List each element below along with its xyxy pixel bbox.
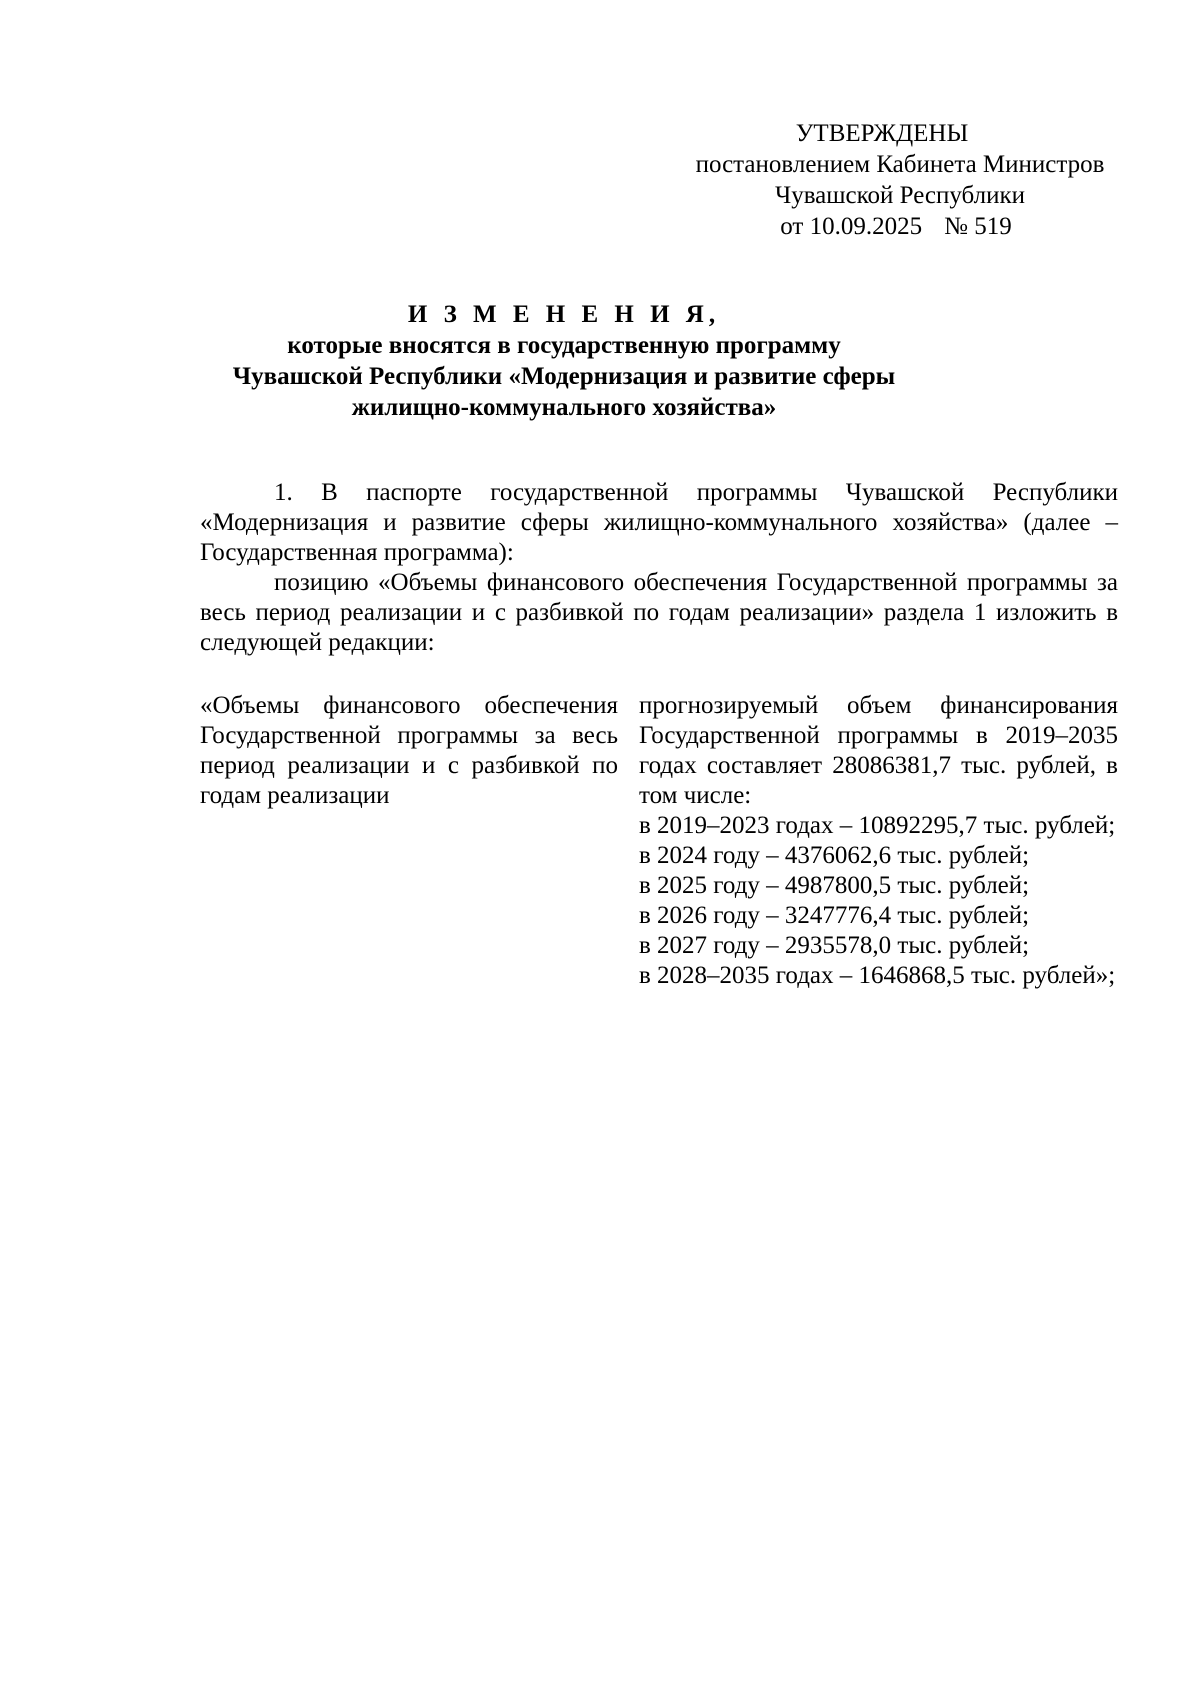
funding-item: в 2019–2023 годах – 10892295,7 тыс. рублей;	[639, 812, 1116, 839]
position-name: «Объемы финансового обеспечения Государственной программы за весь период реализации и с разбивкой по годам реализации	[200, 692, 618, 809]
funding-item: в 2027 году – 2935578,0 тыс. рублей;	[639, 932, 1030, 959]
body-text	[200, 478, 1118, 658]
title-line-3: жилищно-коммунального хозяйства»	[351, 394, 777, 421]
document-title	[200, 299, 928, 423]
paragraph-2: позицию «Объемы финансового обеспечения Государственной программы за весь период реализации и с разбивкой по годам реализации» раздела 1 изложить в следующей редакции:	[200, 569, 1118, 656]
title-line-1: которые вносятся в государственную программу	[287, 332, 841, 359]
approval-number: № 519	[944, 213, 1012, 240]
title-line-2: Чувашской Республики «Модернизация и развитие сферы	[232, 363, 896, 390]
approval-line-1: постановлением Кабинета Министров	[695, 151, 1105, 178]
funding-item: в 2028–2035 годах – 1646868,5 тыс. рублей»;	[639, 962, 1116, 989]
approval-heading: УТВЕРЖДЕНЫ	[795, 120, 969, 147]
position-value	[639, 691, 1118, 991]
approval-date-line	[672, 211, 1120, 242]
approval-line-2: Чувашской Республики	[774, 182, 1026, 209]
title-main: И З М Е Н Е Н И Я,	[407, 301, 721, 328]
funding-item: в 2026 году – 3247776,4 тыс. рублей;	[639, 902, 1030, 929]
approval-stamp	[680, 118, 1120, 242]
paragraph-1: 1. В паспорте государственной программы Чувашской Республики «Модернизация и развитие сферы жилищно-коммунального хозяйства» (далее – Государственная программа):	[200, 479, 1118, 566]
funding-intro: прогнозируемый объем финансирования Государственной программы в 2019–2035 годах составляет 28086381,7 тыс. рублей, в том числе:	[639, 692, 1118, 809]
funding-item: в 2025 году – 4987800,5 тыс. рублей;	[639, 872, 1030, 899]
funding-item: в 2024 году – 4376062,6 тыс. рублей;	[639, 842, 1030, 869]
approval-date: от 10.09.2025	[780, 213, 923, 240]
